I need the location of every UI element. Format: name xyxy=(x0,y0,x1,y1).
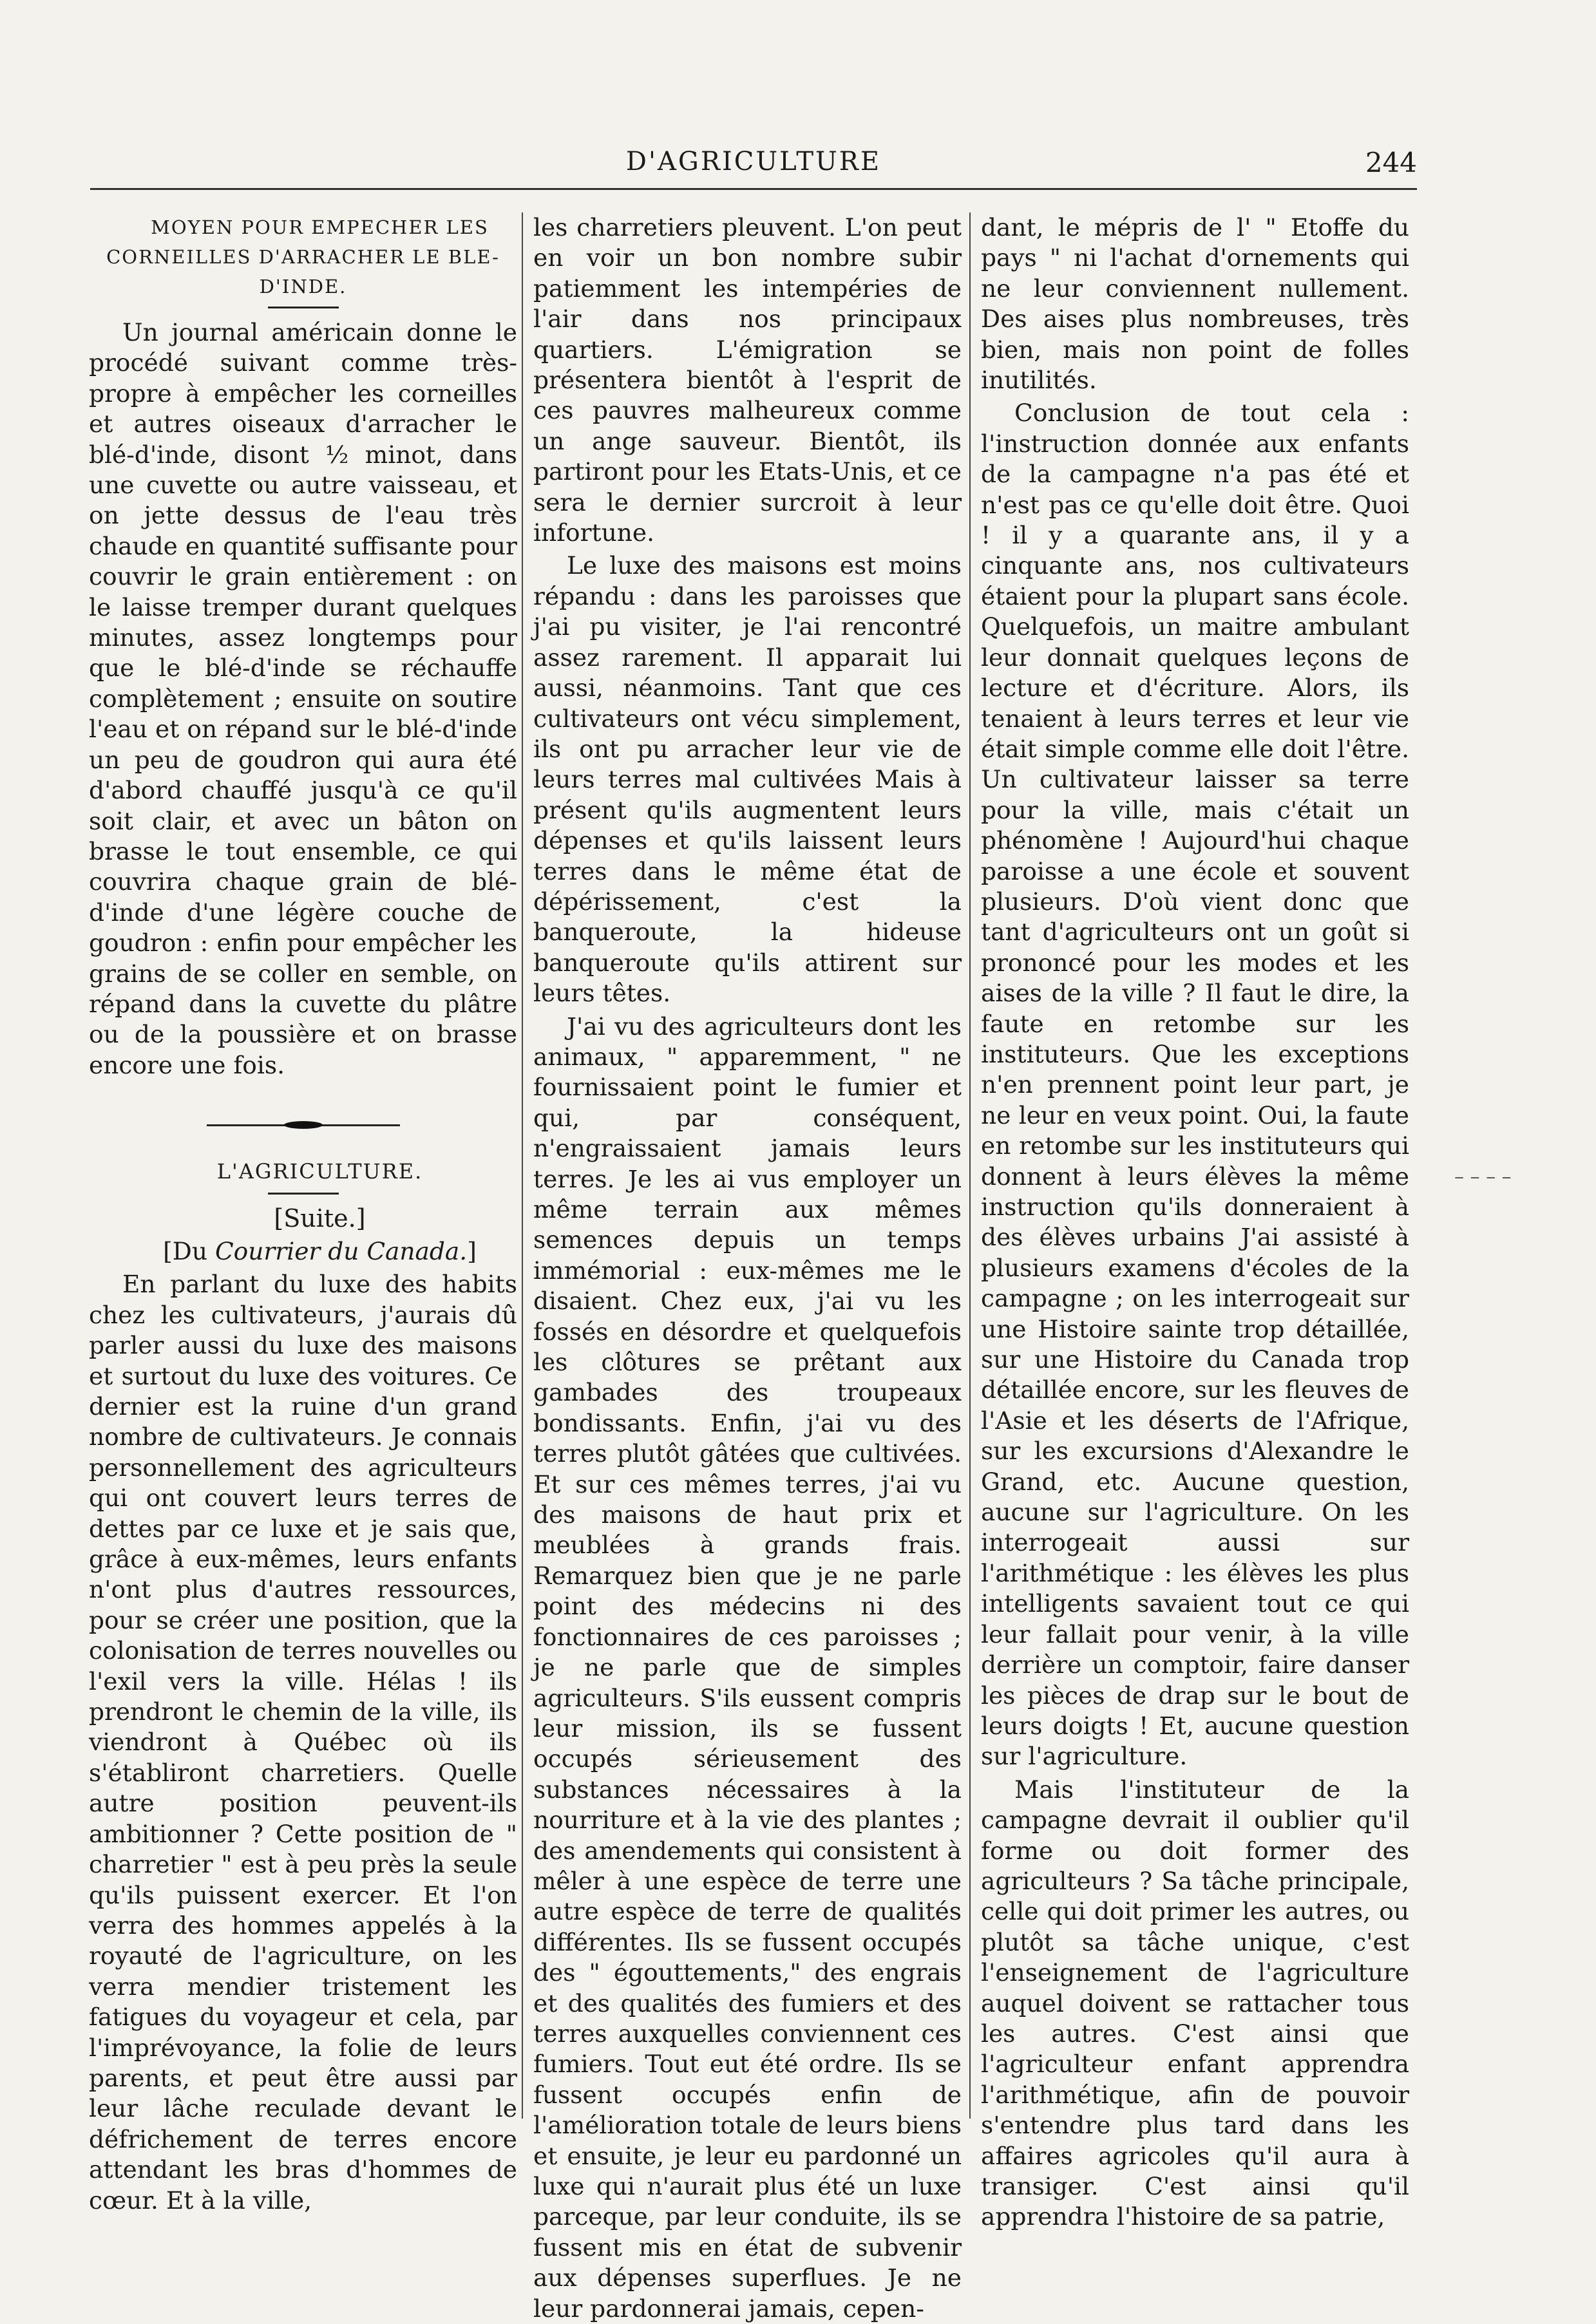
title-rule xyxy=(268,1193,339,1195)
paragraph: Mais l'instituteur de la campagne devrait il oublier qu'il forme ou doit former des agriculteurs ? Sa tâche principale, celle qui doit primer les autres, ou plutôt sa tâche unique, c'est l'enseignement de l'agriculture auquel doivent se rattacher tous les autres. C'est ainsi que l'agriculteur enfant apprendra l'arithmétique, afin de pouvoir s'entendre plus tard dans les affaires agricoles qu'il aura à transiger. C'est ainsi qu'il apprendra l'histoire de sa patrie, xyxy=(981,1775,1409,2231)
header-rule xyxy=(90,188,1417,190)
ornamental-divider xyxy=(207,1119,400,1131)
page-number: 244 xyxy=(1365,147,1417,178)
section-title: MOYEN POUR EMPECHER LES CORNEILLES D'ARRACHER LE BLE-D'INDE. xyxy=(106,216,500,298)
source-name: Courrier du Canada. xyxy=(214,1236,468,1265)
paragraph: Conclusion de tout cela : l'instruction donnée aux enfants de la campagne n'a pas été et n'est pas ce qu'elle doit être. Quoi ! il y a quarante ans, il y a cinquante ans, nos cultivateurs étaient pour la plupart sans école. Quelquefois, un maitre ambulant leur donnait quelques leçons de lecture et d'écriture. Alors, ils tenaient à leurs terres et leur vie était simple comme elle doit l'être. Un cultivateur laisser sa terre pour la ville, mais c'était un phénomène ! Aujourd'hui chaque paroisse a une école et souvent plusieurs. D'où vient donc que tant d'agriculteurs ont un goût si prononcé pour les modes et les aises de la ville ? Il faut le dire, la faute en retombe sur les instituteurs. Que les exceptions n'en prennent point leur part, je ne leur en veux point. Oui, la faute en retombe sur les instituteurs qui donnent à leurs élèves la même instruction qu'ils donneraient à des élèves urbains J'ai assisté à plusieurs examens d'écoles de la campagne ; on les interrogeait sur une Histoire sainte trop détaillée, sur une Histoire du Canada trop détaillée encore, sur les fleuves de l'Asie et les déserts de l'Afrique, sur les excursions d'Alexandre le Grand, etc. Aucune question, aucune sur l'agriculture. On les interrogeait aussi sur l'arithmétique : les élèves les plus intelligents savaient tout ce qui leur fallait pour venir, à la ville derrière un comptoir, faire danser les pièces de drap sur le bout de leurs doigts ! Et, aucune question sur l'agriculture. xyxy=(981,399,1409,1771)
column-3 xyxy=(981,213,1409,2233)
article-subtitle: [Suite.] xyxy=(274,1204,366,1233)
page-header xyxy=(90,147,1417,185)
column-1 xyxy=(89,213,517,2216)
paragraph: dant, le mépris de l' " Etoffe du pays " ni l'achat d'ornements qui ne leur conviennent nullement. Des aises plus nombreuses, très bien, mais non point de folles inutilités. xyxy=(981,213,1409,395)
column-2 xyxy=(533,213,962,2324)
article-paragraph: En parlant du luxe des habits chez les cultivateurs, j'aurais dû parler aussi du luxe des maisons et surtout du luxe des voitures. Ce dernier est la ruine d'un grand nombre de cultivateurs. Je connais personnellement des agriculteurs qui ont couvert leurs terres de dettes par ce luxe et je sais que, grâce à eux-mêmes, leurs enfants n'ont plus d'autres ressources, pour se créer une position, que la colonisation de terres nouvelles ou l'exil vers la ville. Hélas ! ils prendront le chemin de la ville, ils viendront à Québec où ils s'établiront charretiers. Quelle autre position peuvent-ils ambitionner ? Cette position de " charretier " est à peu près la seule qu'ils puissent exercer. Et l'on verra des hommes appelés à la royauté de l'agriculture, on les verra mendier tristement les fatigues du voyageur et cela, par l'imprévoyance, la folie de leurs parents, et peut être aussi par leur lâche reculade devant le défrichement de terres encore attendant les bras d'hommes de cœur. Et à la ville, xyxy=(89,1270,517,2215)
paragraph: les charretiers pleuvent. L'on peut en voir un bon nombre subir patiemment les intempéries de l'air dans nos principaux quartiers. L'émigration se présentera bientôt à l'esprit de ces pauvres malheureux comme un ange sauveur. Bientôt, ils partiront pour les Etats-Unis, et ce sera le dernier surcroit à leur infortune. xyxy=(533,213,962,547)
margin-mark: – – – – xyxy=(1454,1166,1512,1188)
source-suffix: ] xyxy=(467,1236,477,1265)
running-title: D'AGRICULTURE xyxy=(625,147,882,176)
article-source xyxy=(89,1236,517,1267)
column-divider xyxy=(969,213,971,2119)
title-rule xyxy=(268,307,339,308)
section-paragraph: Un journal américain donne le procédé suivant comme très-propre à empêcher les corneilles et autres oiseaux d'arracher le blé-d'inde, disont ½ minot, dans une cuvette ou autre vaisseau, et on jette dessus de l'eau très chaude en quantité suffisante pour couvrir le grain entièrement : on le laisse tremper durant quelques minutes, assez longtemps pour que le blé-d'inde se réchauffe complètement ; ensuite on soutire l'eau et on répand sur le blé-d'inde un peu de goudron qui aura été d'abord chauffé jusqu'à ce qu'il soit clair, et avec un bâton on brasse le tout ensemble, ce qui couvrira chaque grain de blé-d'inde d'une légère couche de goudron : enfin pour empêcher les grains de se coller en semble, on répand dans la cuvette du plâtre ou de la poussière et on brasse encore une fois. xyxy=(89,318,517,1079)
paragraph: J'ai vu des agriculteurs dont les animaux, " apparemment, " ne fournissaient point le fumier et qui, par conséquent, n'engraissaient jamais leurs terres. Je les ai vus employer un même terrain aux mêmes semences depuis un temps immémorial : eux-mêmes me le disaient. Chez eux, j'ai vu les fossés en désordre et quelquefois les clôtures se prêtant aux gambades des troupeaux bondissants. Enfin, j'ai vu des terres plutôt gâtées que cultivées. Et sur ces mêmes terres, j'ai vu des maisons de haut prix et meublées à grands frais. Remarquez bien que je ne parle point des médecins ni des fonctionnaires de ces paroisses ; je ne parle que de simples agriculteurs. S'ils eussent compris leur mission, ils se fussent occupés sérieusement des substances nécessaires à la nourriture et à la vie des plantes ; des amendements qui consistent à mêler à une espèce de terre une autre espèce de terre de qualités différentes. Ils se fussent occupés des " égouttements," des engrais et des qualités des fumiers et des terres auxquelles conviennent ces fumiers. Tout eut été ordre. Ils se fussent occupés enfin de l'amélioration totale de leurs biens et ensuite, je leur eu pardonné un luxe qui n'aurait plus été un luxe parceque, par leur conduite, ils se fussent mis en état de subvenir aux dépenses superflues. Je ne leur pardonnerai jamais, cepen- xyxy=(533,1012,962,2323)
article-title: L'AGRICULTURE. xyxy=(216,1159,423,1184)
source-prefix: [Du xyxy=(163,1236,215,1265)
paragraph: Le luxe des maisons est moins répandu : dans les paroisses que j'ai pu visiter, je l'ai rencontré assez rarement. Il apparait lui aussi, néanmoins. Tant que ces cultivateurs ont vécu simplement, ils ont pu arracher leur vie de leurs terres mal cultivées Mais à présent qu'ils augmentent leurs dépenses et qu'ils laissent leurs terres dans le même état de dépérissement, c'est la banqueroute, la hideuse banqueroute qu'ils attirent sur leurs têtes. xyxy=(533,551,962,1008)
column-divider xyxy=(522,213,523,2119)
